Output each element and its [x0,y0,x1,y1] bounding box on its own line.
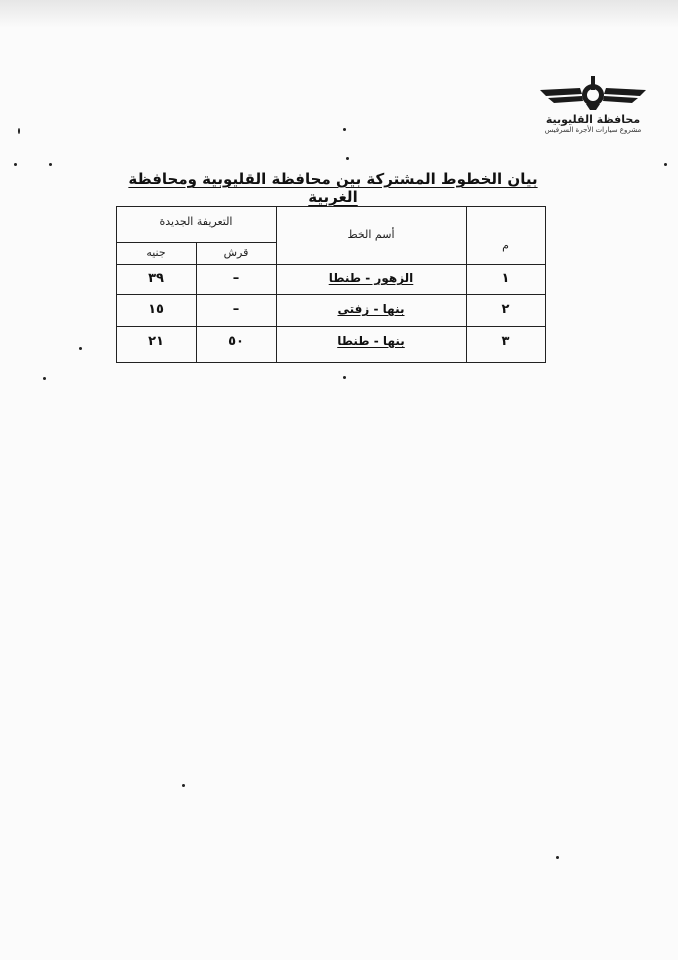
col-header-fare-group: التعريفة الجديدة [159,215,233,228]
project-name: مشروع سيارات الأجرة السرفيس [544,126,642,134]
row-2-line-name [276,302,466,316]
scan-speck [18,128,20,134]
row-2-piasters: – [232,302,240,317]
scan-speck [556,856,559,859]
row-3-index: ٣ [501,334,510,349]
row-1-line-name [276,271,466,285]
row-3-line-name-text: بنها - طنطا [337,334,405,348]
table-line [116,294,546,295]
table-line [116,264,546,265]
col-header-pounds: جنيه [146,246,166,259]
row-3-pounds: ٢١ [148,334,164,349]
scan-speck [346,157,349,160]
row-2-line-name-text: بنها - زفتى [337,302,405,316]
scan-speck [343,128,346,131]
table-line [545,206,546,363]
governorate-logo [532,74,654,138]
scan-speck [664,163,667,166]
scan-speck [49,163,52,166]
fares-table [116,206,546,363]
col-header-index: م [502,239,509,252]
table-line [116,206,546,207]
scan-speck [182,784,185,787]
row-1-index: ١ [501,271,510,286]
scan-speck [14,163,17,166]
scan-speck [343,376,346,379]
row-2-index: ٢ [501,302,510,317]
row-3-piasters: ٥٠ [228,334,244,349]
row-2-pounds: ١٥ [148,302,164,317]
row-3-line-name [276,334,466,348]
document-title: بيان الخطوط المشتركة بين محافظة القليوبية ومحافظة الغربية [128,170,538,206]
col-header-line-name: أسم الخط [347,228,395,241]
table-line [116,326,546,327]
winged-emblem-icon [536,74,650,114]
col-header-piasters: قرش [223,246,249,259]
row-1-line-name-text: الزهور - طنطا [328,271,414,285]
scan-speck [43,377,46,380]
org-name: محافظة القليوبية [545,113,641,126]
table-line [116,362,546,363]
page-edge [0,0,678,28]
scan-speck [79,347,82,350]
row-1-pounds: ٣٩ [148,271,164,286]
row-1-piasters: – [232,271,240,286]
